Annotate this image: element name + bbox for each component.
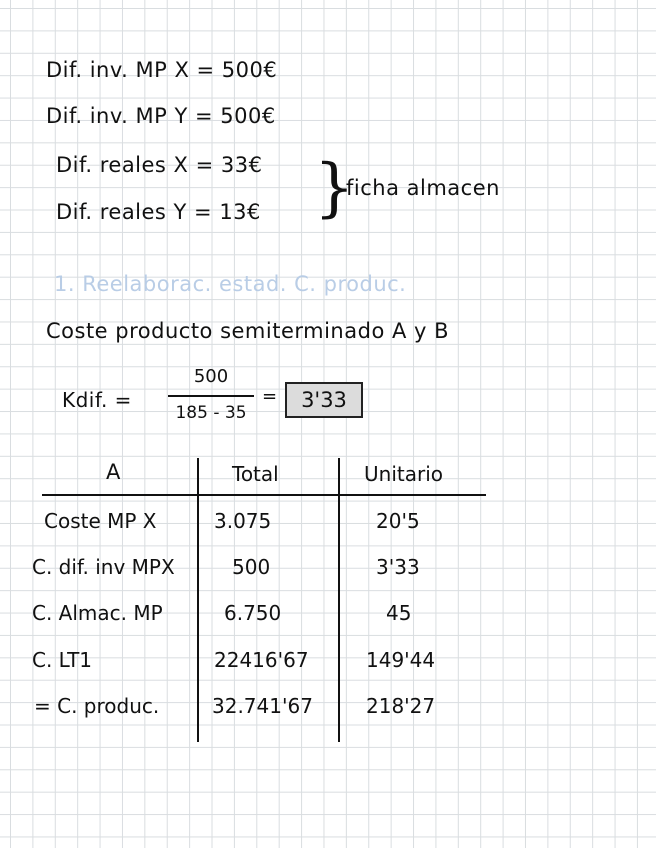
curly-brace-icon: }	[314, 151, 355, 225]
table-row-4-label: C. LT1	[32, 648, 93, 672]
table-column-rule-2	[338, 458, 340, 742]
table-row-2-unitario: 3'33	[376, 555, 420, 579]
note-line-4: Dif. reales Y = 13€	[56, 200, 261, 224]
table-row-4-total: 22416'67	[214, 648, 309, 672]
fraction-denominator: 185 - 35	[175, 403, 247, 423]
note-line-1: Dif. inv. MP X = 500€	[46, 58, 278, 82]
note-line-2: Dif. inv. MP Y = 500€	[46, 104, 276, 128]
table-row-2-total: 500	[232, 555, 271, 579]
formula-result-box: 3'33	[285, 382, 363, 418]
table-row-5-unitario: 218'27	[366, 694, 436, 718]
table-row-1-unitario: 20'5	[376, 509, 420, 533]
table-row-3-total: 6.750	[224, 601, 282, 625]
table-column-rule-1	[197, 458, 199, 742]
section-heading: 1. Reelaborac. estad. C. produc.	[54, 272, 407, 296]
table-row-1-total: 3.075	[214, 509, 272, 533]
table-row-3-label: C. Almac. MP	[32, 601, 163, 625]
formula-label: Kdif. =	[62, 388, 132, 412]
fraction-bar	[168, 395, 254, 397]
table-row-1-label: Coste MP X	[44, 509, 157, 533]
table-header-rule	[42, 494, 486, 496]
brace-label: ficha almacen	[346, 176, 500, 200]
subheading: Coste producto semiterminado A y B	[46, 319, 450, 343]
table-row-5-total: 32.741'67	[212, 694, 313, 718]
table-row-3-unitario: 45	[386, 601, 412, 625]
fraction-numerator: 500	[193, 366, 229, 387]
table-header-total: Total	[232, 462, 279, 486]
formula-equals: =	[262, 386, 278, 407]
table-row-4-unitario: 149'44	[366, 648, 436, 672]
table-header-a: A	[106, 460, 121, 484]
table-row-2-label: C. dif. inv MPX	[32, 555, 175, 579]
fraction	[168, 362, 254, 426]
table-header-unitario: Unitario	[364, 462, 443, 486]
table-row-5-label: = C. produc.	[34, 694, 160, 718]
note-line-3: Dif. reales X = 33€	[56, 153, 263, 177]
